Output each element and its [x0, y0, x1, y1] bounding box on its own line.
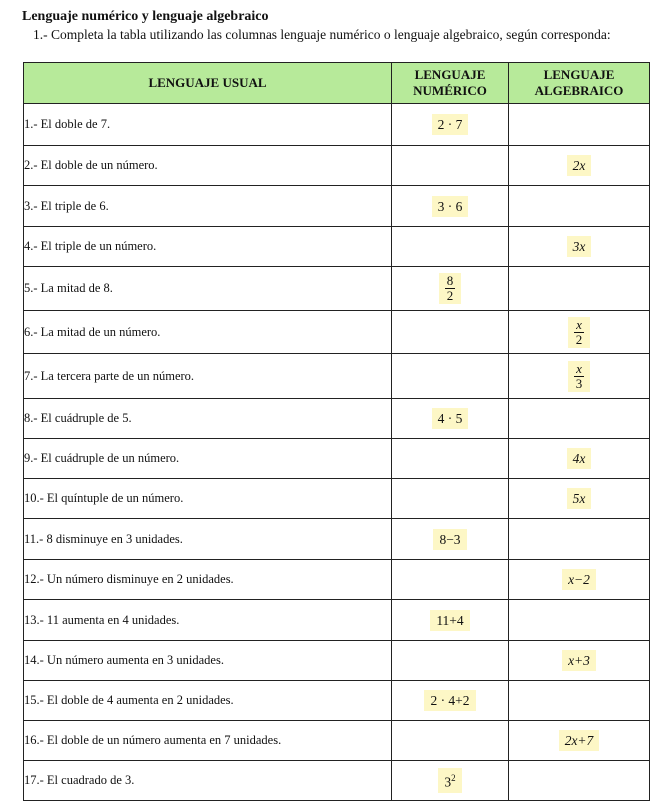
numeric-cell	[392, 479, 509, 519]
numeric-cell	[392, 354, 509, 399]
algebraic-cell	[509, 600, 650, 641]
header-usual: LENGUAJE USUAL	[24, 63, 392, 104]
instruction-text: 1.- Completa la tabla utilizando las columnas lenguaje numérico o lenguaje algebraico, según corresponda:	[33, 27, 611, 42]
fraction-denominator: 2	[446, 288, 454, 303]
fraction-denominator: 2	[575, 331, 583, 347]
numeric-cell	[392, 560, 509, 600]
answer-expression: x−2	[562, 569, 596, 590]
header-numeric-line2: NUMÉRICO	[413, 83, 487, 98]
table-row	[24, 267, 650, 311]
algebraic-cell	[509, 399, 650, 439]
header-numeric-line1: LENGUAJE	[414, 67, 486, 82]
answer-expression: 4x	[567, 448, 592, 469]
table-row	[24, 146, 650, 186]
numeric-cell	[392, 227, 509, 267]
numeric-cell	[392, 186, 509, 227]
row-description: 1.- El doble de 7.	[24, 104, 392, 146]
table-row	[24, 354, 650, 399]
answer-expression: 3x	[567, 236, 592, 257]
answer-expression: 2 · 4+2	[424, 690, 475, 711]
answer-fraction	[568, 317, 590, 348]
algebraic-cell	[509, 721, 650, 761]
numeric-cell	[392, 267, 509, 311]
answer-expression: 2 · 7	[432, 114, 469, 135]
numeric-cell	[392, 399, 509, 439]
numeric-cell	[392, 439, 509, 479]
row-description: 3.- El triple de 6.	[24, 186, 392, 227]
table-row	[24, 641, 650, 681]
answer-expression: x+3	[562, 650, 596, 671]
numeric-cell	[392, 761, 509, 801]
algebraic-cell	[509, 439, 650, 479]
table-row	[24, 479, 650, 519]
row-description: 8.- El cuádruple de 5.	[24, 399, 392, 439]
answer-fraction	[439, 273, 462, 304]
fraction-numerator: x	[576, 360, 582, 376]
row-description: 2.- El doble de un número.	[24, 146, 392, 186]
header-row	[24, 63, 650, 104]
fraction-numerator: x	[576, 316, 582, 332]
row-description: 4.- El triple de un número.	[24, 227, 392, 267]
header-algebraic-line2: ALGEBRAICO	[534, 83, 624, 98]
numeric-cell	[392, 104, 509, 146]
algebraic-cell	[509, 267, 650, 311]
power-base: 3	[444, 774, 452, 790]
row-description: 11.- 8 disminuye en 3 unidades.	[24, 519, 392, 560]
answer-power	[438, 768, 461, 793]
answer-fraction	[568, 361, 590, 392]
row-description: 10.- El quíntuple de un número.	[24, 479, 392, 519]
table-row	[24, 227, 650, 267]
table-row	[24, 439, 650, 479]
algebraic-cell	[509, 479, 650, 519]
algebraic-cell	[509, 761, 650, 801]
header-algebraic-line1: LENGUAJE	[543, 67, 615, 82]
table-row	[24, 600, 650, 641]
algebraic-cell	[509, 104, 650, 146]
table-row	[24, 399, 650, 439]
numeric-cell	[392, 600, 509, 641]
answer-expression: 4 · 5	[432, 408, 469, 429]
row-description: 6.- La mitad de un número.	[24, 311, 392, 354]
table-row	[24, 519, 650, 560]
table-row	[24, 721, 650, 761]
table-row	[24, 104, 650, 146]
row-description: 15.- El doble de 4 aumenta en 2 unidades.	[24, 681, 392, 721]
row-description: 12.- Un número disminuye en 2 unidades.	[24, 560, 392, 600]
page-title: Lenguaje numérico y lenguaje algebraico	[22, 9, 269, 24]
answer-expression: 5x	[567, 488, 592, 509]
table-row	[24, 681, 650, 721]
row-description: 5.- La mitad de 8.	[24, 267, 392, 311]
table-row	[24, 186, 650, 227]
algebraic-cell	[509, 641, 650, 681]
row-description: 17.- El cuadrado de 3.	[24, 761, 392, 801]
algebraic-cell	[509, 146, 650, 186]
algebraic-cell	[509, 560, 650, 600]
algebraic-cell	[509, 227, 650, 267]
numeric-cell	[392, 681, 509, 721]
header-algebraic	[509, 63, 650, 104]
row-description: 9.- El cuádruple de un número.	[24, 439, 392, 479]
answer-expression: 2x	[567, 155, 592, 176]
algebraic-cell	[509, 311, 650, 354]
numeric-cell	[392, 146, 509, 186]
algebraic-cell	[509, 681, 650, 721]
answer-expression: 8−3	[433, 529, 466, 550]
numeric-cell	[392, 519, 509, 560]
algebraic-cell	[509, 186, 650, 227]
algebraic-cell	[509, 354, 650, 399]
language-table	[23, 62, 650, 801]
table-row	[24, 560, 650, 600]
table-row	[24, 761, 650, 801]
header-numeric	[392, 63, 509, 104]
numeric-cell	[392, 721, 509, 761]
numeric-cell	[392, 311, 509, 354]
fraction-numerator: 8	[446, 273, 454, 288]
answer-expression: 11+4	[430, 610, 469, 631]
answer-expression: 2x+7	[559, 730, 600, 751]
numeric-cell	[392, 641, 509, 681]
row-description: 13.- 11 aumenta en 4 unidades.	[24, 600, 392, 641]
answer-expression: 3 · 6	[432, 196, 469, 217]
fraction-denominator: 3	[575, 375, 583, 391]
algebraic-cell	[509, 519, 650, 560]
row-description: 7.- La tercera parte de un número.	[24, 354, 392, 399]
row-description: 16.- El doble de un número aumenta en 7 unidades.	[24, 721, 392, 761]
row-description: 14.- Un número aumenta en 3 unidades.	[24, 641, 392, 681]
table-row	[24, 311, 650, 354]
power-exponent: 2	[451, 773, 456, 784]
